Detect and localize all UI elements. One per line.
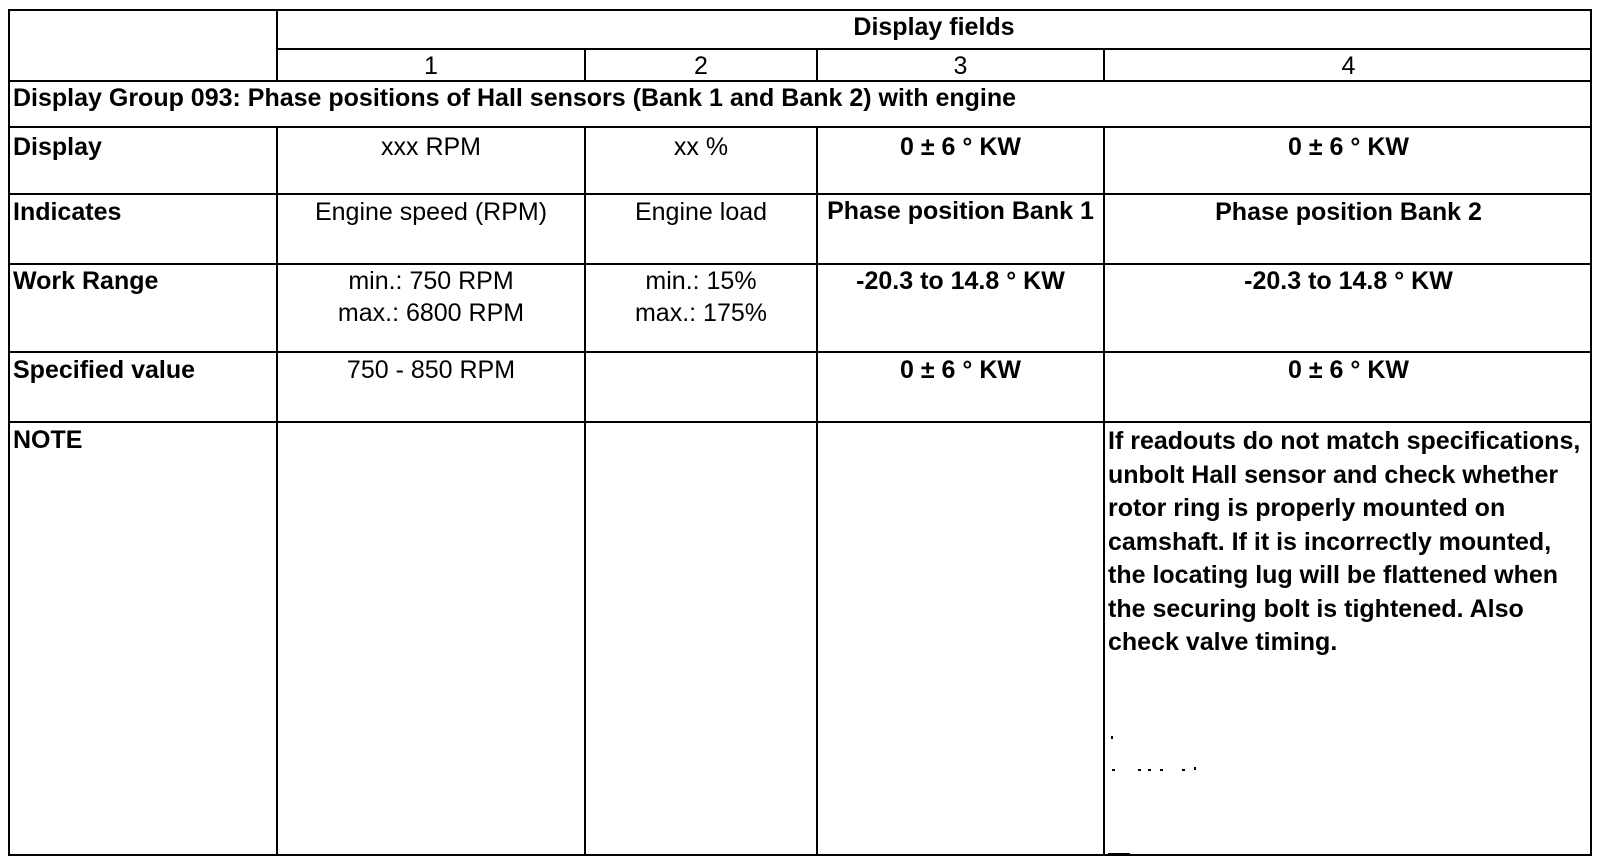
display-field-3: 0 ± 6 ° KW — [900, 133, 1021, 161]
work-range-field-3: -20.3 to 14.8 ° KW — [856, 267, 1065, 295]
work-range-field-1-min: min.: 750 RPM — [348, 267, 514, 295]
row-label-specified-value: Specified value — [13, 356, 196, 384]
column-divider — [584, 127, 586, 856]
row-divider — [8, 126, 1592, 128]
group-title: Display Group 093: Phase positions of Hall sensors (Bank 1 and Bank 2) with engine — [13, 84, 1017, 112]
column-divider — [276, 127, 278, 856]
work-range-field-2-min: min.: 15% — [645, 267, 757, 295]
row-divider — [8, 421, 1592, 423]
field-number-4: 4 — [1341, 52, 1356, 80]
field-number-2: 2 — [694, 52, 708, 80]
display-fields-header: Display fields — [853, 13, 1015, 41]
field-number-3: 3 — [953, 52, 968, 80]
work-range-field-4: -20.3 to 14.8 ° KW — [1244, 267, 1453, 295]
row-label-work-range: Work Range — [13, 267, 159, 295]
row-label-note: NOTE — [13, 426, 83, 454]
indicates-field-2: Engine load — [634, 198, 768, 226]
scan-artifact-marks — [1112, 767, 1202, 771]
display-field-1: xxx RPM — [381, 133, 481, 161]
row-label-indicates: Indicates — [13, 198, 122, 226]
indicates-field-3: Phase position Bank 1 — [827, 197, 1094, 225]
specified-value-field-3: 0 ± 6 ° KW — [900, 356, 1021, 384]
field-number-1: 1 — [424, 52, 438, 80]
work-range-field-1-max: max.: 6800 RPM — [337, 299, 525, 327]
row-label-display: Display — [13, 133, 102, 161]
scan-artifact-dot — [1111, 736, 1113, 739]
column-divider — [1103, 127, 1105, 856]
work-range-field-2-max: max.: 175% — [634, 299, 767, 327]
scan-artifact-underline — [1108, 853, 1130, 856]
indicates-field-1: Engine speed (RPM) — [314, 198, 548, 226]
row-divider — [8, 351, 1592, 353]
indicates-field-4: Phase position Bank 2 — [1215, 198, 1482, 226]
row-divider — [8, 193, 1592, 195]
note-field-4: If readouts do not match specifications, unbolt Hall sensor and check whether rotor ring is properly mounted on camshaft. If it is incorrectly mounted, the locating lug will be flattened when the securing bolt is tightened. Also check valve timing. — [1108, 427, 1581, 656]
display-field-2: xx % — [673, 133, 729, 161]
specified-value-field-4: 0 ± 6 ° KW — [1288, 356, 1409, 384]
display-field-4: 0 ± 6 ° KW — [1288, 133, 1409, 161]
specified-value-field-1: 750 - 850 RPM — [346, 356, 516, 384]
column-divider — [816, 127, 818, 856]
